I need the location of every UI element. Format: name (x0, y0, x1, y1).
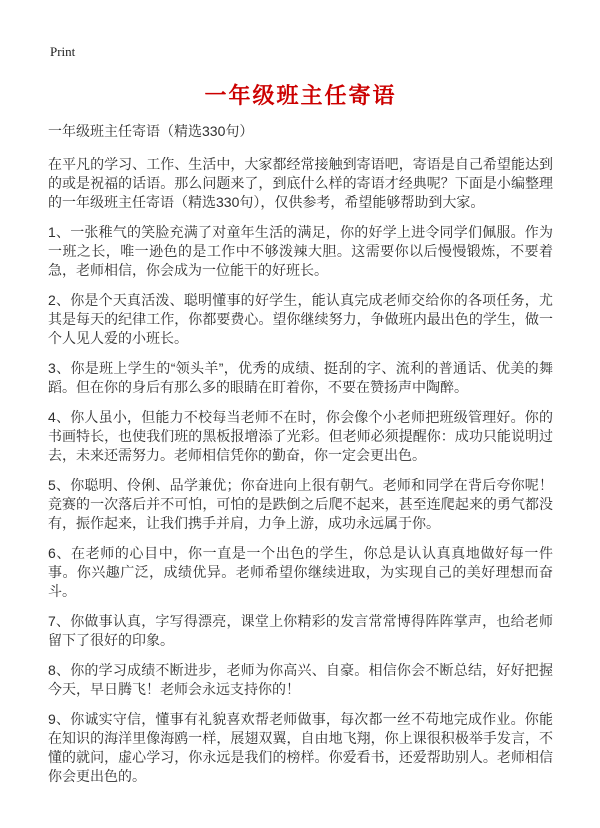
message-paragraph-9: 9、你诚实守信，懂事有礼貌喜欢帮老师做事，每次都一丝不苟地完成作业。你能在知识的海洋里像海鸥一样，展翅双翼，自由地飞翔，你上课很积极举手发言，不懂的就问，虚心学习，你永远是我们的榜样。你爱看书，还爱帮助别人。老师相信你会更出色的。 (48, 711, 553, 784)
document-body (48, 155, 553, 786)
message-paragraph-5: 5、你聪明、伶俐、品学兼优；你奋进向上很有朝气。老师和同学在背后夸你呢！竞赛的一次落后并不可怕，可怕的是跌倒之后爬不起来，甚至连爬起来的勇气都没有，振作起来，让我们携手并肩，力争上游，成功永远属于你。 (48, 477, 553, 531)
message-paragraph-8: 8、你的学习成绩不断进步，老师为你高兴、自豪。相信你会不断总结，好好把握今天，早日腾飞！老师会永远支持你的！ (48, 662, 553, 697)
message-paragraph-6: 6、在老师的心目中，你一直是一个出色的学生，你总是认认真真地做好每一件事。你兴趣广泛，成绩优异。老师希望你继续进取，为实现自己的美好理想而奋斗。 (48, 545, 553, 599)
message-paragraph-3: 3、你是班上学生的“领头羊”，优秀的成绩、挺刮的字、流利的普通话、优美的舞蹈。但在你的身后有那么多的眼睛在盯着你，不要在赞扬声中陶醉。 (48, 360, 553, 395)
print-button[interactable]: Print (50, 44, 76, 59)
message-paragraph-2: 2、你是个天真活泼、聪明懂事的好学生，能认真完成老师交给你的各项任务，尤其是每天的纪律工作，你都要费心。望你继续努力，争做班内最出色的学生，做一个人见人爱的小班长。 (48, 292, 553, 346)
message-paragraph-1: 1、一张稚气的笑脸充满了对童年生活的满足，你的好学上进令同学们佩服。作为一班之长，唯一逊色的是工作中不够泼辣大胆。这需要你以后慢慢锻炼，不要着急，老师相信，你会成为一位能干的好班长。 (48, 224, 553, 278)
page-title: 一年级班主任寄语 (204, 83, 397, 108)
message-paragraph-4: 4、你人虽小，但能力不校每当老师不在时，你会像个小老师把班级管理好。你的书画特长，也使我们班的黑板报增添了光彩。但老师必须提醒你：成功只能说明过去，未来还需努力。老师相信凭你的勤奋，你一定会更出色。 (48, 409, 553, 463)
message-paragraph-7: 7、你做事认真，字写得漂亮，课堂上你精彩的发言常常博得阵阵掌声，也给老师留下了很好的印象。 (48, 613, 553, 648)
intro-paragraph: 在平凡的学习、工作、生活中，大家都经常接触到寄语吧，寄语是自己希望能达到的或是祝福的话语。那么问题来了，到底什么样的寄语才经典呢？下面是小编整理的一年级班主任寄语（精选330句），仅供参考，希望能够帮助到大家。 (48, 156, 553, 210)
document-subtitle: 一年级班主任寄语（精选330句） (48, 123, 254, 139)
